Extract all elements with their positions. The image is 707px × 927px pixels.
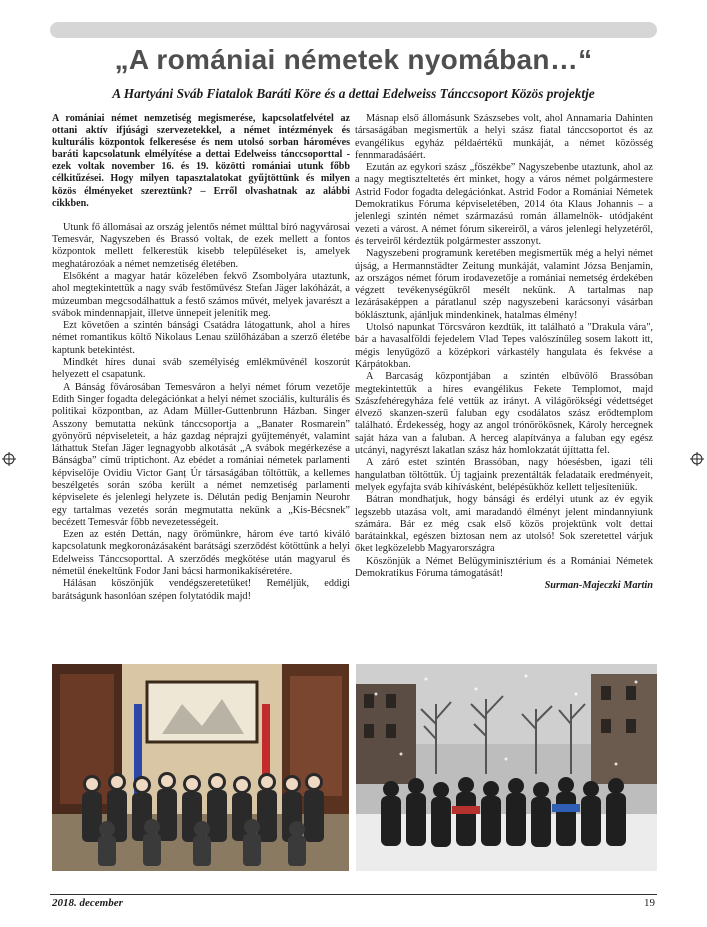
paragraph: A záró estet szintén Brassóban, nagy hóesésben, igazi téli hangulatban töltöttük. Új tagjaink prezentálták feladataik eredményeit, melyek egyfajta sváb kihívásként, belépésükhöz kellett teljesíteniük. [355, 457, 653, 493]
paragraph: A Barcaság központjában a szintén elbűvölő Brassóban megtekintettük a híres evangélikus Fekete Templomot, majd Szászfehéregyháza felé vettük az irányt. A világörökségi védettséget élvező skanzen-szerű faluban egy csodálatos szász erődtemplom található. Érdekesség, hogy az angol trónörökösnek, Károly hercegnek saját háza van a faluban. A herceg alapítványa a faluban egy egész utcányi, nagyrészt lakatlan szász ház homlokzatát újíttatta fel. [355, 371, 653, 457]
registration-mark-icon [2, 452, 16, 466]
group-photo-snow-illustration [356, 664, 657, 871]
paragraph: Elsőként a magyar határ közelében fekvő Zsombolyára utaztunk, ahol megtekintettük a nagy sváb festőművész Stefan Jäger lakóházát, a múzeumban megcsodálhattuk a festő számos művét, melyek javarészt a svábok mindennapjait, illetve ünnepeit jelenítik meg. [52, 270, 350, 319]
paragraph: Ezután az egykori szász „főszékbe” Nagyszebenbe utaztunk, ahol az a nagy megtiszteltetés ért minket, hogy a város német polgármestere Astrid Fodor fogadta delegációnkat. Astrid Fodor a Romániai Németek Demokratikus Fóruma képviseletében, 2014 óta Klaus Johannis – a jelenlegi szintén német származású román államelnök- utódjaként vezeti a várost. A német fórum sikereiről, a város jelenlegi helyzetéről, és terveiről kérdeztük polgármester asszonyt. [355, 162, 653, 247]
paragraph: Hálásan köszönjük vendégszeretetüket! Reméljük, eddigi barátságunk hasonlóan szépen folytatódik majd! [52, 578, 350, 602]
footer-rule [50, 894, 657, 895]
paragraph: A Bánság fővárosában Temesváron a helyi német fórum vezetője Edith Singer fogadta delegációnkat a helyi német szociális, kulturális és politikai központban, az Adam Müller-Guttenbrunn Házban. Singer Asszony bemutatta nekünk tánccsoportja a „Banater Rosmarein” gyönyörű népviseleteit, a ház gazdag néprajzi gyűjteményét, valamint láthattuk Stefan Jäger legnagyobb alkotását „A svábok megérkezése a Bánságba” című triptichont. Az ebédet a romániai németek parlamenti képviselője Ovidiu Victor Ganț Úr társaságában töltöttük, a kellemes beszélgetés során szóba került a német nemzetiség parlamenti képviselete és jelenlegi helyzete is. Délután pedig Benjamin Neurohr egy tartalmas vezetés során megmutatta nekünk a „Kis-Bécsnek” becézett Temesvár főbb nevezetességeit. [52, 381, 350, 528]
left-column [52, 113, 350, 603]
paragraph: Utolsó napunkat Törcsváron kezdtük, itt található a "Drakula vára", bár a havasalföldi fejedelem Vlad Tepes valószínűleg sosem lakott itt, mégis lenyűgöző a középkori várkastély hangulata és fekvése a Kárpátokban. [355, 322, 653, 370]
paragraph: Ezen az estén Dettán, nagy örömünkre, három éve tartó kiváló kapcsolatunk megkoronázásaként barátsági szerződést kötöttünk a helyi Edelweiss Tánccsoporttal. A szerződés megkötése után magyarul és németül énekeltünk Fodor Jani bácsi harmonikakíséretére. [52, 529, 350, 578]
header-bar [50, 22, 657, 38]
paragraph: Utunk fő állomásai az ország jelentős német múlttal bíró nagyvárosai Temesvár, Nagyszeben és Brassó voltak, de ezek mellett a fontos központok mellett felkerestük kisebb településeket is, amelyek meghatározóak a német nemzetiség életében. [52, 221, 350, 270]
paragraph: Ezt követően a szintén bánsági Csatádra látogattunk, ahol a híres német romantikus költő Nikolaus Lenau szülőházában a szerző életébe kaptunk betekintést. [52, 320, 350, 356]
group-photo-snow [356, 664, 657, 871]
author-signature: Surman-Majeczki Martin [544, 580, 653, 592]
page-number: 19 [644, 897, 655, 909]
footer-date: 2018. december [52, 897, 123, 909]
lead-paragraph: A romániai német nemzetiség megismerése, kapcsolatfelvétel az ottani aktív ifjúsági szervezetekkel, a német intézmények és kulturális központok felkeresése és nem utolsó sorban hároméves baráti kapcsolatunk elmélyítése a dettai Edelweiss tánccsoporttal - ezek voltak november 16. és 19. közötti romániai utunk főbb célkitűzései. Hogy milyen tapasztalatokat gyűjtöttünk és milyen közös élményeket szereztünk? – Erről olvashatnak az alábbi cikkben. [52, 113, 350, 209]
paragraph: Mindkét híres dunai sváb személyiség emlékművénél koszorút helyezett el csapatunk. [52, 357, 350, 381]
paragraph: Másnap első állomásunk Szászsebes volt, ahol Annamaria Dahinten társaságában megismertük a helyi szász fiatal tánccsoportot és az evangélikus egyház példaértékű munkáját, a német közösség fennmaradásáért. [355, 113, 653, 161]
paragraph: Nagyszebeni programunk keretében megismertük még a helyi német újság, a Hermannstädter Zeitung munkáját, valamint Józsa Benjamin, az országos német fórum irodavezetője a romániai nemetség érdekében végzett tevékenységükről mesélt nekünk. A tartalmas nap lezárásaképpen a páratlanul szép nagyszebeni karácsonyi vásárban bóklásztunk, ajánljuk mindenkinek, hatalmas élmény! [355, 248, 653, 321]
article-title: „A romániai németek nyomában…“ [114, 44, 593, 75]
paragraph: Köszönjük a Német Belügyminisztérium és a Romániai Németek Demokratikus Fóruma támogatását! [355, 555, 653, 579]
paragraph: Bátran mondhatjuk, hogy bánsági és erdélyi utunk az év egyik legszebb utazása volt, ami maradandó élményt jelent mindannyiunk számára. Bár ez még csak első közös projektünk volt dettai barátainkkal, egészen biztosan nem az utolsó! Sok szeretettel várjuk őket legközelebb Magyarországra [355, 494, 653, 555]
article-subtitle: A Hartyáni Sváb Fiatalok Baráti Köre és a dettai Edelweiss Tánccsoport Közös projektje [112, 86, 595, 101]
group-photo-indoor [52, 664, 349, 871]
registration-mark-icon [690, 452, 704, 466]
right-column [355, 113, 653, 593]
group-photo-indoor-illustration [52, 664, 349, 871]
